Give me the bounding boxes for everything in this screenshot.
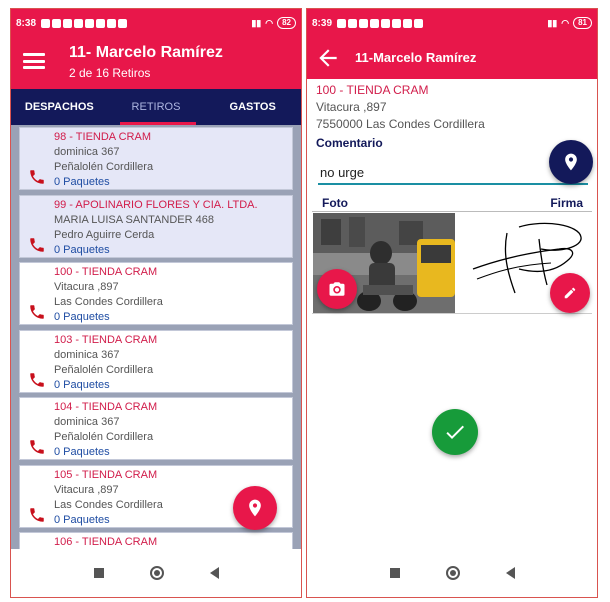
divider (312, 211, 592, 212)
phone-icon[interactable] (28, 303, 46, 321)
phone-icon[interactable] (28, 236, 46, 254)
home-button[interactable] (446, 566, 460, 580)
status-right (251, 17, 296, 29)
home-button[interactable] (150, 566, 164, 580)
card-title: 105 - TIENDA CRAM (54, 468, 158, 481)
card-address: dominica 367 (54, 348, 120, 361)
card-title: 100 - TIENDA CRAM (54, 266, 158, 278)
system-nav-bar (11, 549, 301, 597)
detail-commune: 7550000 Las Condes Cordillera (316, 117, 485, 131)
app-header (307, 37, 597, 79)
app-header (11, 37, 301, 89)
card-commune: Peñalolén Cordillera (54, 363, 154, 376)
status-bar (11, 9, 301, 37)
retiro-card[interactable] (19, 262, 293, 325)
back-button[interactable] (506, 567, 515, 579)
pen-icon (563, 286, 577, 300)
firma-label: Firma (550, 196, 583, 210)
recents-button[interactable] (390, 568, 400, 578)
battery-badge: 82 (277, 17, 296, 29)
card-address: dominica 367 (54, 146, 120, 158)
signal-icon: ▮▮ (251, 17, 262, 28)
check-icon (443, 420, 467, 444)
foto-label: Foto (322, 196, 348, 210)
card-packages: 0 Paquetes (54, 311, 110, 323)
retiro-card[interactable] (19, 397, 293, 460)
card-packages: 0 Paquetes (54, 378, 110, 391)
back-arrow-icon[interactable] (315, 45, 341, 71)
detail-title: 100 - TIENDA CRAM (316, 83, 429, 97)
detail-address: Vitacura ,897 (316, 100, 387, 114)
system-nav-bar (307, 549, 597, 597)
card-packages: 0 Paquetes (54, 176, 110, 188)
camera-button[interactable] (317, 269, 357, 309)
back-button[interactable] (210, 567, 219, 579)
tab-bar (11, 89, 301, 125)
card-packages: 0 Paquetes (54, 243, 110, 256)
phone-icon[interactable] (28, 438, 46, 456)
retiro-detail-screen (306, 8, 598, 598)
comment-label: Comentario (316, 136, 383, 150)
card-address: MARIA LUISA SANTANDER 468 (54, 213, 214, 226)
status-time: 8:38 (16, 17, 37, 29)
card-title: 99 - APOLINARIO FLORES Y CIA. LTDA. (54, 198, 258, 211)
retiro-card[interactable] (19, 195, 293, 258)
phone-icon[interactable] (28, 506, 46, 524)
card-title: 104 - TIENDA CRAM (54, 401, 158, 413)
card-commune: Pedro Aguirre Cerda (54, 228, 155, 241)
confirm-button[interactable] (432, 409, 478, 455)
header-subtitle: 2 de 16 Retiros (69, 66, 151, 80)
menu-icon[interactable] (23, 53, 45, 69)
card-packages: 0 Paquetes (54, 446, 110, 458)
status-right (547, 17, 592, 29)
tab-despachos[interactable]: DESPACHOS (24, 101, 94, 113)
card-title: 98 - TIENDA CRAM (54, 131, 151, 143)
map-button[interactable] (233, 486, 277, 530)
signal-icon: ▮▮ (547, 17, 558, 28)
wifi-icon: ◠ (265, 17, 274, 28)
phone-icon[interactable] (28, 168, 46, 186)
map-pin-icon (561, 152, 581, 172)
card-packages: 0 Paquetes (54, 513, 110, 526)
comment-field[interactable] (318, 161, 588, 185)
camera-icon (328, 280, 346, 298)
retiro-detail (316, 82, 485, 133)
card-commune: Las Condes Cordillera (54, 498, 163, 511)
signature-button[interactable] (550, 273, 590, 313)
card-commune: Las Condes Cordillera (54, 296, 163, 308)
card-address: Vitacura ,897 (54, 483, 119, 496)
status-time: 8:39 (312, 17, 333, 29)
card-title: 103 - TIENDA CRAM (54, 333, 158, 346)
tab-gastos[interactable]: GASTOS (229, 101, 276, 113)
retiro-card[interactable] (19, 127, 293, 190)
tab-retiros[interactable]: RETIROS (108, 89, 205, 125)
battery-badge: 81 (573, 17, 592, 29)
card-address: Vitacura ,897 (54, 281, 119, 293)
card-address: dominica 367 (54, 416, 120, 428)
map-button[interactable] (549, 140, 593, 184)
retiro-card[interactable] (19, 330, 293, 393)
retiros-screen (10, 8, 302, 598)
card-title: 106 - TIENDA CRAM (54, 536, 158, 548)
map-pin-icon (245, 498, 265, 518)
notification-icons (337, 19, 423, 28)
notification-icons (41, 19, 127, 28)
header-title: 11-Marcelo Ramírez (355, 50, 477, 65)
card-commune: Peñalolén Cordillera (54, 431, 154, 443)
card-commune: Peñalolén Cordillera (54, 161, 154, 173)
status-bar (307, 9, 597, 37)
recents-button[interactable] (94, 568, 104, 578)
header-title: 11- Marcelo Ramírez (69, 44, 223, 61)
phone-icon[interactable] (28, 371, 46, 389)
signature-baseline (312, 313, 592, 314)
wifi-icon: ◠ (561, 17, 570, 28)
